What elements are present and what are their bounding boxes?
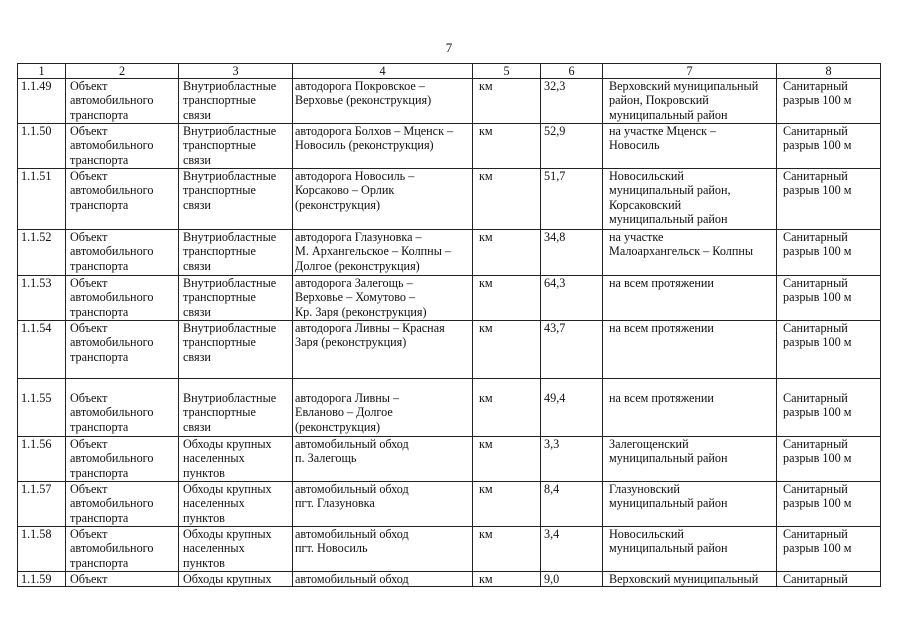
cell-length-value: 43,7 — [541, 321, 603, 379]
cell-row-number: 1.1.59 — [18, 572, 66, 587]
cell-object-name: автодорога Глазуновка – М. Архангельское – Колпны – Долгое (реконструкция) — [293, 230, 473, 276]
cell-location: Верховский муниципальный район, Покровский муниципальный район — [603, 79, 777, 124]
cell-protection-zone: Санитарный разрыв 100 м — [777, 230, 881, 276]
table-row — [18, 437, 881, 482]
cell-unit: км — [473, 169, 541, 230]
header-cell: 1 — [18, 64, 66, 79]
header-cell: 8 — [777, 64, 881, 79]
cell-protection-zone: Санитарный разрыв 100 м — [777, 482, 881, 527]
cell-object-name: автодорога Болхов – Мценск – Новосиль (реконструкция) — [293, 124, 473, 169]
header-row — [18, 64, 881, 79]
table-row — [18, 230, 881, 276]
header-cell: 4 — [293, 64, 473, 79]
cell-length-value: 52,9 — [541, 124, 603, 169]
cell-location: Верховский муниципальный — [603, 572, 777, 587]
cell-location: Новосильский муниципальный район — [603, 527, 777, 572]
cell-row-number: 1.1.55 — [18, 379, 66, 437]
cell-row-number: 1.1.57 — [18, 482, 66, 527]
cell-length-value: 8,4 — [541, 482, 603, 527]
header-cell: 7 — [603, 64, 777, 79]
cell-protection-zone: Санитарный разрыв 100 м — [777, 79, 881, 124]
table-row — [18, 276, 881, 321]
cell-location: на участке Мценск – Новосиль — [603, 124, 777, 169]
cell-location: Новосильский муниципальный район, Корсаковский муниципальный район — [603, 169, 777, 230]
cell-unit: км — [473, 276, 541, 321]
cell-object-name: автомобильный обход п. Залегощь — [293, 437, 473, 482]
cell-object-type: Объект автомобильного транспорта — [66, 79, 179, 124]
cell-protection-zone: Санитарный разрыв 100 м — [777, 379, 881, 437]
cell-object-type: Объект автомобильного транспорта — [66, 321, 179, 379]
header-cell: 5 — [473, 64, 541, 79]
cell-purpose: Внутриобластные транспортные связи — [179, 124, 293, 169]
cell-length-value: 64,3 — [541, 276, 603, 321]
cell-row-number: 1.1.50 — [18, 124, 66, 169]
cell-object-type: Объект автомобильного транспорта — [66, 482, 179, 527]
header-cell: 6 — [541, 64, 603, 79]
cell-length-value: 3,3 — [541, 437, 603, 482]
cell-protection-zone: Санитарный — [777, 572, 881, 587]
table-row — [18, 527, 881, 572]
cell-purpose: Внутриобластные транспортные связи — [179, 276, 293, 321]
cell-purpose: Обходы крупных населенных пунктов — [179, 482, 293, 527]
cell-object-type: Объект автомобильного транспорта — [66, 124, 179, 169]
cell-object-name: автомобильный обход пгт. Новосиль — [293, 527, 473, 572]
cell-location: Глазуновский муниципальный район — [603, 482, 777, 527]
cell-object-type: Объект — [66, 572, 179, 587]
cell-unit: км — [473, 437, 541, 482]
cell-object-type: Объект автомобильного транспорта — [66, 437, 179, 482]
cell-purpose: Внутриобластные транспортные связи — [179, 230, 293, 276]
cell-purpose: Обходы крупных населенных пунктов — [179, 437, 293, 482]
table-row — [18, 572, 881, 587]
cell-purpose: Внутриобластные транспортные связи — [179, 169, 293, 230]
cell-length-value: 9,0 — [541, 572, 603, 587]
cell-location: на всем протяжении — [603, 276, 777, 321]
cell-row-number: 1.1.52 — [18, 230, 66, 276]
cell-location: на участке Малоархангельск – Колпны — [603, 230, 777, 276]
cell-unit: км — [473, 230, 541, 276]
cell-length-value: 32,3 — [541, 79, 603, 124]
cell-object-name: автодорога Залегощь – Верховье – Хомутово – Кр. Заря (реконструкция) — [293, 276, 473, 321]
cell-row-number: 1.1.54 — [18, 321, 66, 379]
cell-object-name: автомобильный обход — [293, 572, 473, 587]
cell-purpose: Внутриобластные транспортные связи — [179, 321, 293, 379]
cell-object-type: Объект автомобильного транспорта — [66, 169, 179, 230]
cell-object-name: автодорога Ливны – Красная Заря (реконструкция) — [293, 321, 473, 379]
cell-length-value: 34,8 — [541, 230, 603, 276]
header-cell: 3 — [179, 64, 293, 79]
cell-purpose: Обходы крупных населенных пунктов — [179, 527, 293, 572]
cell-protection-zone: Санитарный разрыв 100 м — [777, 276, 881, 321]
cell-protection-zone: Санитарный разрыв 100 м — [777, 437, 881, 482]
table-row — [18, 321, 881, 379]
cell-object-type: Объект автомобильного транспорта — [66, 230, 179, 276]
cell-object-name: автодорога Ливны – Евланово – Долгое (реконструкция) — [293, 379, 473, 437]
cell-object-name: автодорога Покровское – Верховье (реконструкция) — [293, 79, 473, 124]
cell-unit: км — [473, 321, 541, 379]
cell-purpose: Внутриобластные транспортные связи — [179, 379, 293, 437]
cell-unit: км — [473, 124, 541, 169]
table-row — [18, 124, 881, 169]
cell-object-type: Объект автомобильного транспорта — [66, 379, 179, 437]
cell-row-number: 1.1.51 — [18, 169, 66, 230]
cell-protection-zone: Санитарный разрыв 100 м — [777, 321, 881, 379]
page-number: 7 — [445, 40, 453, 55]
cell-object-type: Объект автомобильного транспорта — [66, 276, 179, 321]
cell-unit: км — [473, 527, 541, 572]
cell-object-type: Объект автомобильного транспорта — [66, 527, 179, 572]
cell-object-name: автодорога Новосиль – Корсаково – Орлик (реконструкция) — [293, 169, 473, 230]
cell-unit: км — [473, 572, 541, 587]
cell-unit: км — [473, 79, 541, 124]
objects-table — [17, 63, 881, 587]
cell-row-number: 1.1.53 — [18, 276, 66, 321]
cell-location: на всем протяжении — [603, 321, 777, 379]
cell-row-number: 1.1.58 — [18, 527, 66, 572]
table-row — [18, 79, 881, 124]
cell-location: на всем протяжении — [603, 379, 777, 437]
table-row — [18, 482, 881, 527]
cell-length-value: 3,4 — [541, 527, 603, 572]
cell-protection-zone: Санитарный разрыв 100 м — [777, 124, 881, 169]
table-row — [18, 169, 881, 230]
cell-object-name: автомобильный обход пгт. Глазуновка — [293, 482, 473, 527]
header-cell: 2 — [66, 64, 179, 79]
cell-unit: км — [473, 379, 541, 437]
cell-purpose: Обходы крупных — [179, 572, 293, 587]
cell-row-number: 1.1.56 — [18, 437, 66, 482]
cell-length-value: 49,4 — [541, 379, 603, 437]
cell-protection-zone: Санитарный разрыв 100 м — [777, 169, 881, 230]
cell-protection-zone: Санитарный разрыв 100 м — [777, 527, 881, 572]
cell-purpose: Внутриобластные транспортные связи — [179, 79, 293, 124]
cell-row-number: 1.1.49 — [18, 79, 66, 124]
cell-length-value: 51,7 — [541, 169, 603, 230]
table-row — [18, 379, 881, 437]
cell-location: Залегощенский муниципальный район — [603, 437, 777, 482]
cell-unit: км — [473, 482, 541, 527]
